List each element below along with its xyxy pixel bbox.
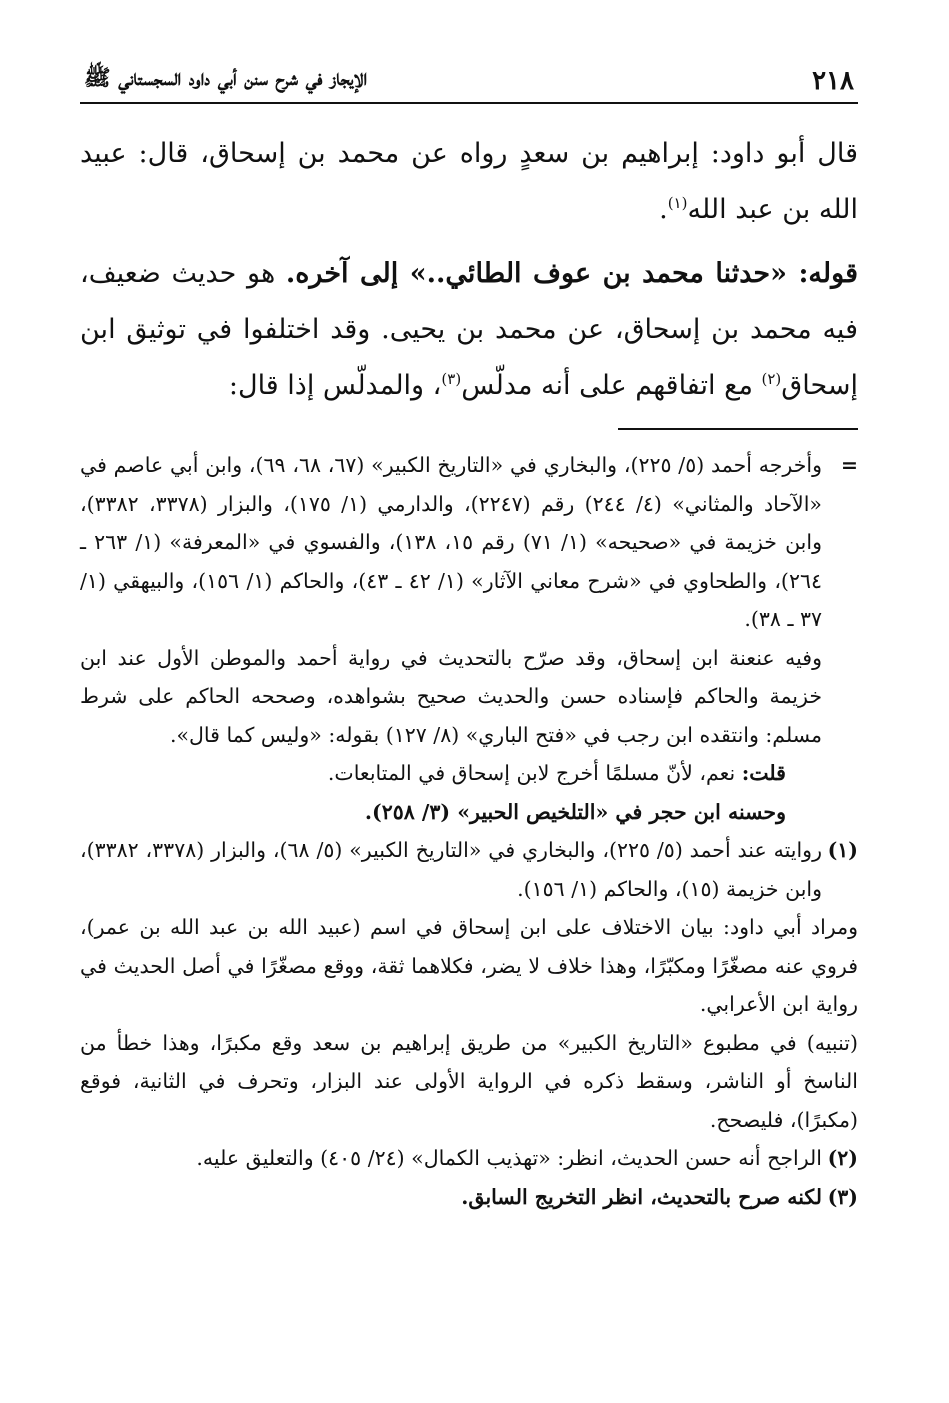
footnote-2 bbox=[80, 1139, 858, 1178]
paragraph-1-text: قال أبو داود: إبراهيم بن سعدٍ رواه عن محمد بن إسحاق، قال: عبيد الله بن عبد الله bbox=[80, 138, 858, 225]
footnote-2-p1: الراجح أنه حسن الحديث، انظر: «تهذيب الكمال» (٢٤/ ٤٠٥) والتعليق عليه. bbox=[196, 1146, 822, 1170]
footnote-separator bbox=[618, 428, 858, 430]
main-text bbox=[80, 126, 858, 414]
footnote-1-p2: ومراد أبي داود: بيان الاختلاف على ابن إسحاق في اسم (عبيد الله بن عبد الله بن عمر)، فروي عنه مصغّرًا ومكبّرًا، وهذا خلاف لا يضر، فكلاهما ثقة، ووقع مصغّرًا في أصل الحديث في رواية ابن الأعرابي. bbox=[80, 915, 858, 1016]
footnote-3 bbox=[80, 1178, 858, 1217]
footnote-ref-3: (٣) bbox=[441, 370, 462, 388]
book-page bbox=[80, 60, 858, 1360]
paragraph-2-text-a: هو حديث ضعيف، فيه محمد بن إسحاق، عن محمد بن يحيى. وقد اختلفوا في توثيق ابن إسحاق bbox=[80, 258, 858, 401]
page-header bbox=[80, 60, 858, 104]
footnotes bbox=[80, 446, 858, 1216]
footnote-2-marker: (٢) bbox=[827, 1146, 858, 1170]
footnote-3-p1: لكنه صرح بالتحديث، انظر التخريج السابق. bbox=[461, 1184, 822, 1209]
footnote-1-content bbox=[80, 831, 822, 908]
footnote-1-p3: (تنبيه) في مطبوع «التاريخ الكبير» من طريق إبراهيم بن سعد وقع مكبرًا، وهذا خطأ من الناسخ أو الناشر، وسقط ذكره في الرواية الأولى عند البزار، وتحرف في الثانية، فوقع (مكبرًا)، فليصحح. bbox=[80, 1030, 858, 1132]
footnote-3-marker: (٣) bbox=[827, 1184, 858, 1209]
paragraph-2 bbox=[80, 246, 858, 414]
continuation-content bbox=[80, 446, 822, 831]
footnote-continuation bbox=[80, 446, 858, 831]
continuation-p4: وحسنه ابن حجر في «التلخيص الحبير» (٣/ ٢٥٨). bbox=[364, 799, 786, 824]
continuation-marker: = bbox=[840, 453, 858, 477]
footnote-1-p1: روايته عند أحمد (٥/ ٢٢٥)، والبخاري في «التاريخ الكبير» (٥/ ٦٨)، والبزار (٣٣٧٨، ٣٣٨٢)، وابن خزيمة (١٥)، والحاكم (١/ ١٥٦). bbox=[80, 838, 822, 901]
footnote-1-extra bbox=[80, 908, 858, 1139]
footnote-1-extra-content bbox=[80, 908, 858, 1139]
continuation-p1: وأخرجه أحمد (٥/ ٢٢٥)، والبخاري في «التاريخ الكبير» (٦٧، ٦٨، ٦٩)، وابن أبي عاصم في «الآحاد والمثاني» (٤/ ٢٤٤) رقم (٢٢٤٧)، والدارمي (١/ ١٧٥)، والبزار (٣٣٧٨، ٣٣٨٢)، وابن خزيمة في «صحيحه» (١/ ٧١) رقم ١٥، ١٣٨)، والفسوي في «المعرفة» (١/ ٢٦٣ ـ ٢٦٤)، والطحاوي في «شرح معاني الآثار» (١/ ٤٢ ـ ٤٣)، والحاكم (١/ ١٥٦)، والبيهقي (١/ ٣٧ ـ ٣٨). bbox=[80, 453, 822, 631]
paragraph-1-end: . bbox=[659, 194, 668, 225]
footnote-ref-1: (١) bbox=[667, 194, 688, 212]
footnote-1 bbox=[80, 831, 858, 908]
paragraph-2-text-c: ، والمدلّس إذا قال: bbox=[228, 370, 442, 401]
footnote-3-content bbox=[80, 1178, 822, 1217]
continuation-p3 bbox=[80, 754, 822, 793]
footnote-ref-2: (٢) bbox=[761, 370, 782, 388]
footnote-2-content bbox=[80, 1139, 822, 1178]
running-title: الإيجاز في شرح سنن أبي داود السجستاني ﷺ bbox=[84, 65, 368, 91]
paragraph-2-text-b: مع اتفاقهم على أنه مدلّس bbox=[461, 370, 762, 401]
continuation-p2: وفيه عنعنة ابن إسحاق، وقد صرّح بالتحديث في رواية أحمد والموطن الأول عند ابن خزيمة والحاكم فإسناده حسن والحديث صحيح بشواهده، وصححه الحاكم على شرط مسلم: وانتقده ابن رجب في «فتح الباري» (٨/ ١٢٧) بقوله: «وليس كما قال». bbox=[80, 645, 822, 747]
continuation-p3-text: نعم، لأنّ مسلمًا أخرج لابن إسحاق في المتابعات. bbox=[327, 761, 742, 785]
quoted-lead: قوله: «حدثنا محمد بن عوف الطائي..» إلى آخره. bbox=[285, 258, 858, 289]
paragraph-1 bbox=[80, 126, 858, 238]
page-number: ٢١٨ bbox=[812, 66, 854, 96]
footnote-1-marker: (١) bbox=[827, 838, 858, 862]
continuation-p3-lead: قلت: bbox=[741, 761, 786, 785]
